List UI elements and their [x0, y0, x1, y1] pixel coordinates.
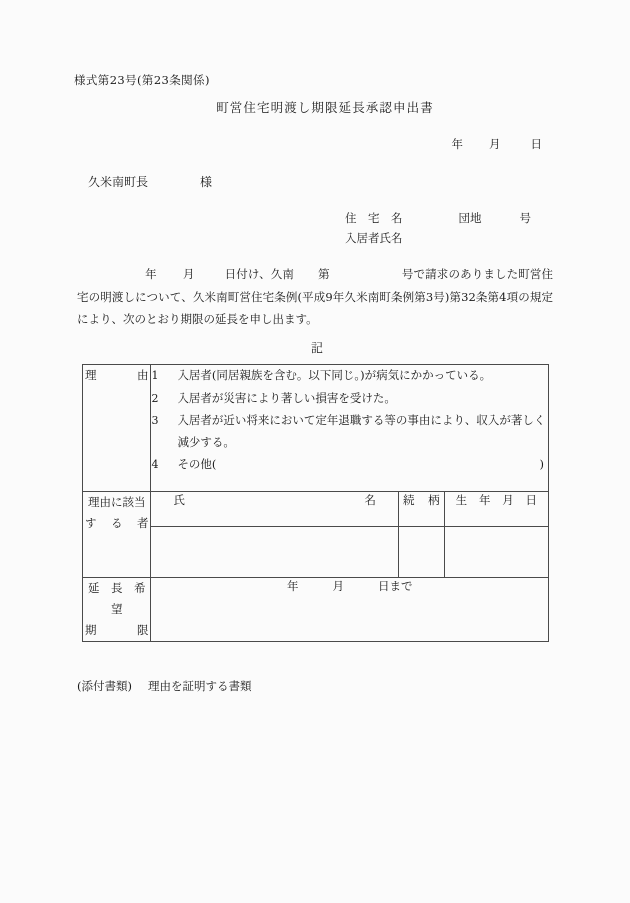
column-header-dob-d: 日 — [525, 493, 537, 507]
applicant-block — [345, 208, 531, 248]
reason-row — [83, 365, 549, 492]
column-header-name-a: 氏 — [173, 493, 185, 507]
column-header-dob — [444, 492, 548, 527]
desired-period-value-cell[interactable] — [151, 578, 549, 642]
date-line — [452, 136, 543, 152]
reason-options-cell[interactable] — [151, 365, 549, 492]
form-number: 様式第23号(第23条関係) — [74, 73, 210, 87]
reason-label-char-2: 由 — [136, 368, 149, 382]
attachment-label: (添付書類) — [77, 679, 132, 693]
date-month-label: 月 — [489, 137, 501, 151]
reason-number-1: 1 — [151, 369, 159, 382]
reason-text-4: その他( — [177, 457, 217, 471]
body-dai-label: 第 — [318, 267, 330, 281]
attachment-note — [77, 678, 251, 694]
reason-text-1: 入居者(同居親族を含む。以下同じ。)が病気にかかっている。 — [177, 368, 492, 382]
complex-label: 団地 — [458, 211, 482, 225]
addressee — [88, 173, 212, 190]
column-header-dob-a: 生 — [455, 493, 468, 507]
applicable-persons-label-b: る — [110, 516, 123, 530]
applicable-persons-label-cell — [83, 492, 151, 578]
column-header-name-b: 名 — [364, 493, 376, 507]
form-table — [82, 364, 549, 642]
reason-label-char-1: 理 — [85, 368, 97, 382]
reason-number-3: 3 — [151, 414, 159, 427]
addressee-name: 久米南町長 — [88, 175, 149, 189]
reason-option-1[interactable] — [151, 365, 548, 387]
column-header-dob-b: 年 — [478, 493, 491, 507]
desired-period-row — [83, 578, 549, 642]
applicable-persons-label-c: 者 — [136, 516, 149, 530]
body-line2: 渡しについて、久米南町営住宅条例(平成9年久米南町条例第3号)第32条第4項の規定によ — [77, 289, 554, 326]
column-header-relation-b: 柄 — [428, 493, 440, 507]
desired-period-label-line1: 延 長 希 望 — [87, 581, 157, 616]
date-day-label: 日 — [530, 137, 542, 151]
reason-number-2: 2 — [151, 391, 159, 405]
body-month-label: 月 — [182, 267, 195, 281]
reason-option-3[interactable] — [151, 410, 548, 453]
cell-dob[interactable] — [444, 527, 548, 578]
cell-relation[interactable] — [398, 527, 444, 578]
column-header-relation-a: 続 — [402, 493, 415, 507]
addressee-honorific: 様 — [200, 175, 213, 189]
table-row — [83, 527, 549, 578]
desired-period-day: 日まで — [377, 579, 413, 593]
reason-text-3: 入居者が近い将来において定年退職する等の事由により、収入が著しく減少する。 — [177, 413, 546, 449]
ki-mark: 記 — [310, 341, 323, 355]
reason-number-4: 4 — [151, 458, 159, 471]
attachment-text: 理由を証明する書類 — [147, 679, 252, 693]
reason-option-2[interactable] — [151, 388, 548, 410]
column-header-name — [151, 492, 399, 527]
applicable-persons-label-line1: 理由に該当 — [87, 495, 146, 509]
body-day-suffix: 日付け、久南 — [224, 267, 295, 281]
unit-number-label: 号 — [519, 211, 531, 225]
date-year-label: 年 — [451, 137, 463, 151]
cell-name[interactable] — [151, 527, 399, 578]
body-year-label: 年 — [145, 267, 157, 281]
body-line1-rest: 号で請求のありました町営住宅の明 — [77, 267, 554, 304]
applicable-persons-header-row — [83, 492, 549, 527]
desired-period-label-cell — [83, 578, 157, 642]
desired-period-year: 年 — [286, 579, 299, 593]
resident-name-row: 入居者氏名 — [345, 231, 403, 245]
desired-period-month: 月 — [332, 579, 344, 593]
reason-4-close-paren: ) — [539, 457, 544, 471]
applicable-persons-label-a: す — [85, 516, 97, 530]
body-line3: り、次のとおり期限の延長を申し出ます。 — [100, 312, 318, 326]
column-header-dob-c: 月 — [502, 493, 514, 507]
desired-period-label-b: 限 — [136, 623, 149, 637]
reason-label-cell — [83, 365, 151, 492]
reason-option-4[interactable] — [151, 454, 548, 476]
dwelling-row — [345, 208, 531, 228]
dwelling-name-label: 住 宅 名 — [345, 211, 403, 225]
column-header-relation — [398, 492, 444, 527]
document-title: 町営住宅明渡し期限延長承認申出書 — [216, 100, 434, 115]
desired-period-label-a: 期 — [85, 623, 97, 637]
reason-text-2: 入居者が災害により著しい損害を受けた。 — [177, 390, 396, 405]
body-paragraph — [77, 263, 553, 331]
